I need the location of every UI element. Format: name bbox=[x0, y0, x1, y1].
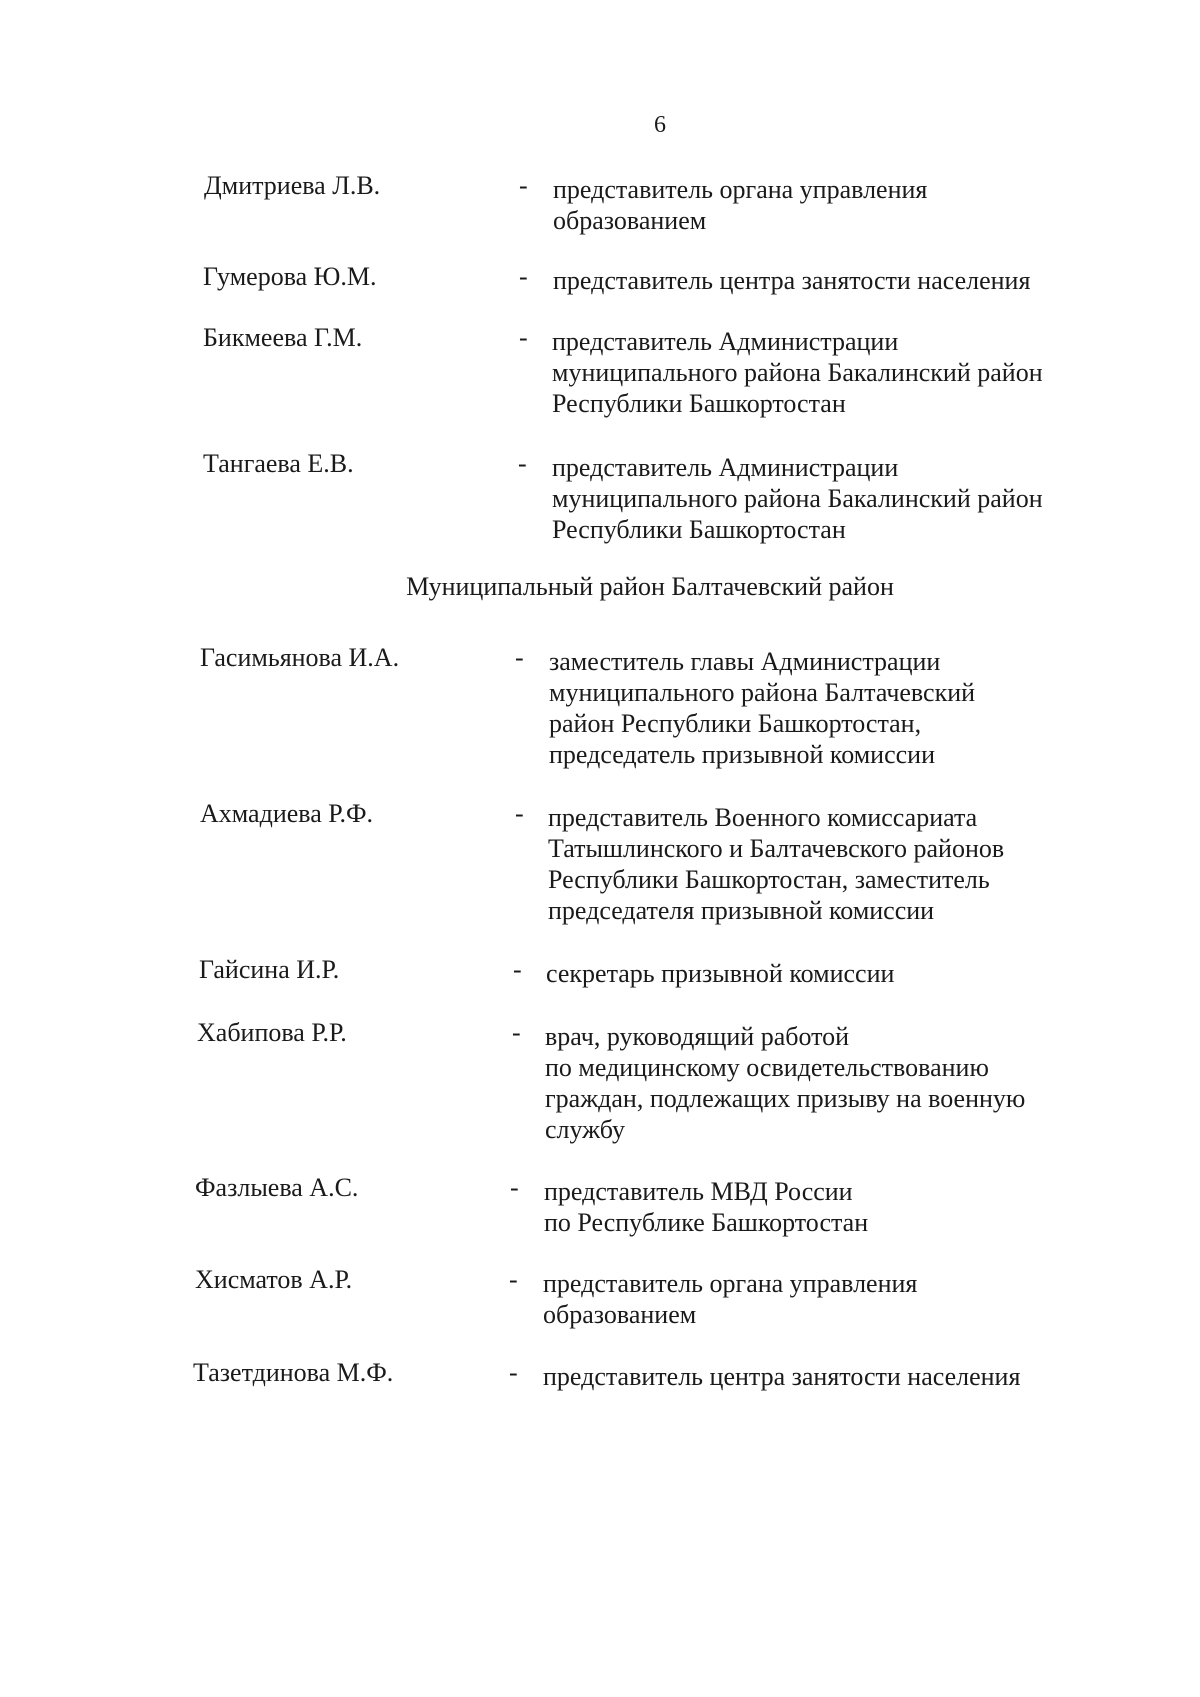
member-dash: - bbox=[519, 262, 528, 291]
member-role: заместитель главы Администрации муниципального района Балтачевский район Республики Башкортостан, председатель призывной комиссии bbox=[549, 647, 976, 769]
member-name: Бикмеева Г.М. bbox=[203, 323, 363, 352]
member-role: представитель МВД России по Республике Башкортостан bbox=[544, 1177, 869, 1237]
member-name: Фазлыева А.С. bbox=[195, 1173, 359, 1202]
member-name: Дмитриева Л.В. bbox=[204, 171, 381, 200]
member-role: представитель Администрации муниципального района Бакалинский район Республики Башкортостан bbox=[552, 327, 1043, 418]
member-dash: - bbox=[509, 1358, 518, 1387]
page-number: 6 bbox=[654, 112, 666, 138]
member-role: представитель органа управления образованием bbox=[543, 1269, 918, 1329]
member-role: представитель органа управления образованием bbox=[553, 175, 928, 235]
section-heading: Муниципальный район Балтачевский район bbox=[406, 572, 894, 601]
member-name: Гасимьянова И.А. bbox=[200, 643, 400, 672]
member-role: представитель центра занятости населения bbox=[543, 1362, 1021, 1391]
member-role: секретарь призывной комиссии bbox=[546, 959, 895, 988]
member-name: Гайсина И.Р. bbox=[199, 955, 340, 984]
member-name: Тазетдинова М.Ф. bbox=[193, 1358, 394, 1387]
member-dash: - bbox=[519, 171, 528, 200]
member-role: врач, руководящий работой по медицинскому освидетельствованию граждан, подлежащих призыву на военную службу bbox=[545, 1022, 1026, 1144]
member-name: Тангаева Е.В. bbox=[203, 449, 354, 478]
member-dash: - bbox=[510, 1173, 519, 1202]
member-dash: - bbox=[513, 955, 522, 984]
member-name: Хисматов А.Р. bbox=[195, 1265, 353, 1294]
member-dash: - bbox=[515, 799, 524, 828]
member-dash: - bbox=[515, 643, 524, 672]
member-name: Гумерова Ю.М. bbox=[203, 262, 377, 291]
member-dash: - bbox=[509, 1265, 518, 1294]
member-role: представитель центра занятости населения bbox=[553, 266, 1031, 295]
member-dash: - bbox=[512, 1018, 521, 1047]
member-name: Хабипова Р.Р. bbox=[197, 1018, 347, 1047]
member-name: Ахмадиева Р.Ф. bbox=[200, 799, 373, 828]
member-dash: - bbox=[519, 323, 528, 352]
member-dash: - bbox=[518, 449, 527, 478]
member-role: представитель Администрации муниципального района Бакалинский район Республики Башкортостан bbox=[552, 453, 1043, 544]
member-role: представитель Военного комиссариата Татышлинского и Балтачевского районов Республики Башкортостан, заместитель председателя призывной комиссии bbox=[548, 803, 1005, 925]
